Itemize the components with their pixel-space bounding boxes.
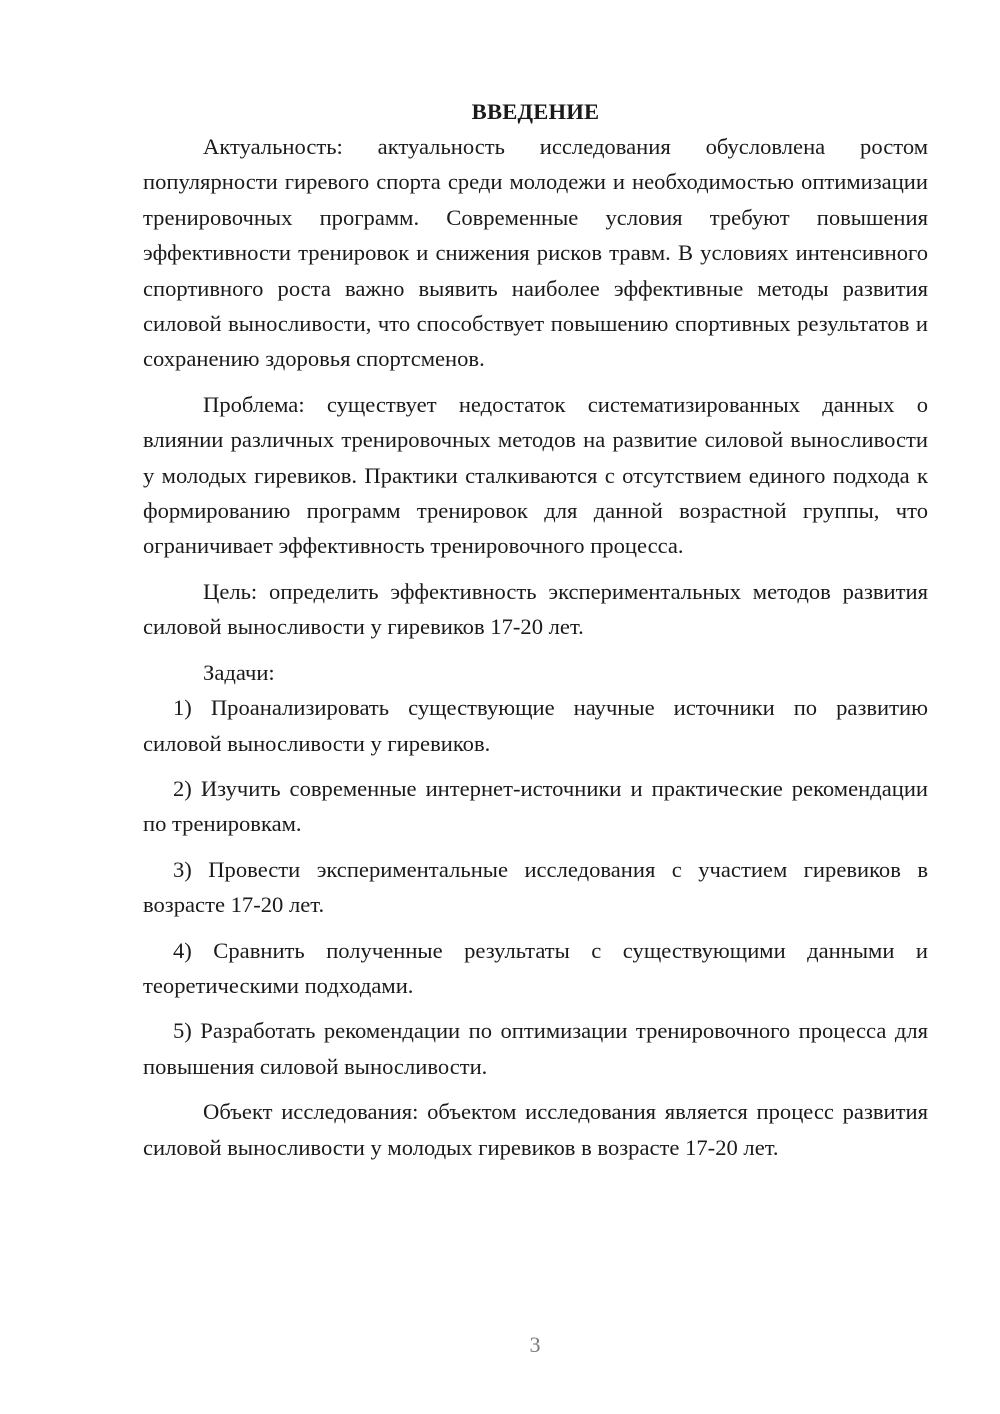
task-item-4: 4) Сравнить полученные результаты с существующими данными и теоретическими подходами. <box>143 937 928 998</box>
paragraph-problem: Проблема: существует недостаток систематизированных данных о влиянии различных тренировочных методов на развитие силовой выносливости у молодых гиревиков. Практики сталкиваются с отсутствием единого подхода к формированию программ тренировок для данной возрастной группы, что ограничивает эффективность тренировочного процесса. <box>143 391 928 559</box>
paragraph-goal: Цель: определить эффективность экспериментальных методов развития силовой выносливости у гиревиков 17-20 лет. <box>143 578 928 640</box>
page-title: ВВЕДЕНИЕ <box>471 99 600 124</box>
page-content <box>143 94 928 1165</box>
tasks-heading: Задачи: <box>203 659 275 685</box>
paragraph-object: Объект исследования: объектом исследования является процесс развития силовой выносливости у молодых гиревиков в возрасте 17-20 лет. <box>143 1099 928 1160</box>
task-item-3: 3) Провести экспериментальные исследования с участием гиревиков в возрасте 17-20 лет. <box>143 856 928 918</box>
paragraph-relevance: Актуальность: актуальность исследования обусловлена ростом популярности гиревого спорта среди молодежи и необходимостью оптимизации тренировочных программ. Современные условия требуют повышения эффективности тренировок и снижения рисков травм. В условиях интенсивного спортивного роста важно выявить наиболее эффективные методы развития силовой выносливости, что способствует повышению спортивных результатов и сохранению здоровья спортсменов. <box>143 134 928 372</box>
page-number: 3 <box>529 1332 541 1357</box>
task-item-1: 1) Проанализировать существующие научные источники по развитию силовой выносливости у гиревиков. <box>143 695 928 756</box>
task-item-5: 5) Разработать рекомендации по оптимизации тренировочного процесса для повышения силовой выносливости. <box>143 1018 928 1079</box>
task-item-2: 2) Изучить современные интернет-источники и практические рекомендации по тренировкам. <box>143 775 928 837</box>
